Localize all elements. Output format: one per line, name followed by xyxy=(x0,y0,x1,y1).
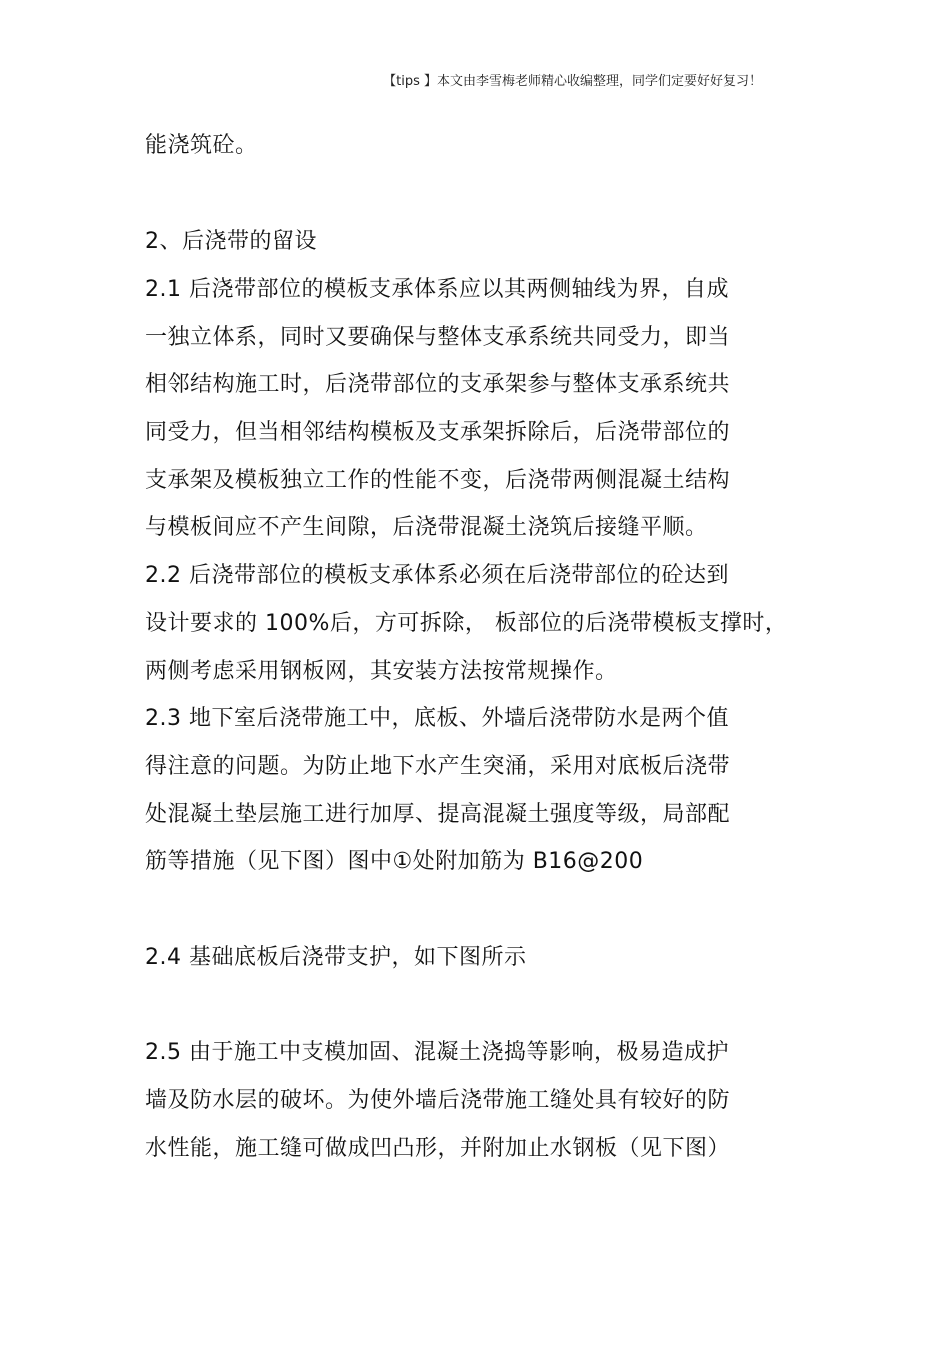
text-line: 2.5 由于施工中支模加固、混凝土浇捣等影响，极易造成护 xyxy=(145,1040,729,1065)
text-line: 水性能，施工缝可做成凹凸形，并附加止水钢板（见下图） xyxy=(145,1136,731,1161)
text-line: 筋等措施（见下图）图中①处附加筋为 B16@200 xyxy=(145,849,644,874)
text-line: 相邻结构施工时，后浇带部位的支承架参与整体支承系统共 xyxy=(145,372,731,397)
text-line: 两侧考虑采用钢板网，其安装方法按常规操作。 xyxy=(145,659,618,684)
text-line: 能浇筑砼。 xyxy=(145,133,258,158)
text-line: 2.4 基础底板后浇带支护，如下图所示 xyxy=(145,945,527,970)
text-line: 设计要求的 100%后，方可拆除， 板部位的后浇带模板支撑时， xyxy=(145,611,788,636)
section-heading: 2、后浇带的留设 xyxy=(145,229,317,254)
text-line: 同受力，但当相邻结构模板及支承架拆除后，后浇带部位的 xyxy=(145,420,731,445)
text-line: 2.2 后浇带部位的模板支承体系必须在后浇带部位的砼达到 xyxy=(145,563,729,588)
text-line: 得注意的问题。为防止地下水产生突涌，采用对底板后浇带 xyxy=(145,754,731,779)
text-line: 与模板间应不产生间隙，后浇带混凝土浇筑后接缝平顺。 xyxy=(145,515,708,540)
text-line: 处混凝土垫层施工进行加厚、提高混凝土强度等级，局部配 xyxy=(145,802,731,827)
text-line: 2.1 后浇带部位的模板支承体系应以其两侧轴线为界，自成 xyxy=(145,277,729,302)
text-line: 支承架及模板独立工作的性能不变，后浇带两侧混凝土结构 xyxy=(145,468,731,493)
header-tip: 【tips 】本文由李雪梅老师精心收编整理，同学们定要好好复习！ xyxy=(383,74,762,89)
text-line: 墙及防水层的破坏。为使外墙后浇带施工缝处具有较好的防 xyxy=(145,1088,731,1113)
text-line: 2.3 地下室后浇带施工中，底板、外墙后浇带防水是两个值 xyxy=(145,706,729,731)
text-line: 一独立体系，同时又要确保与整体支承系统共同受力，即当 xyxy=(145,325,731,350)
